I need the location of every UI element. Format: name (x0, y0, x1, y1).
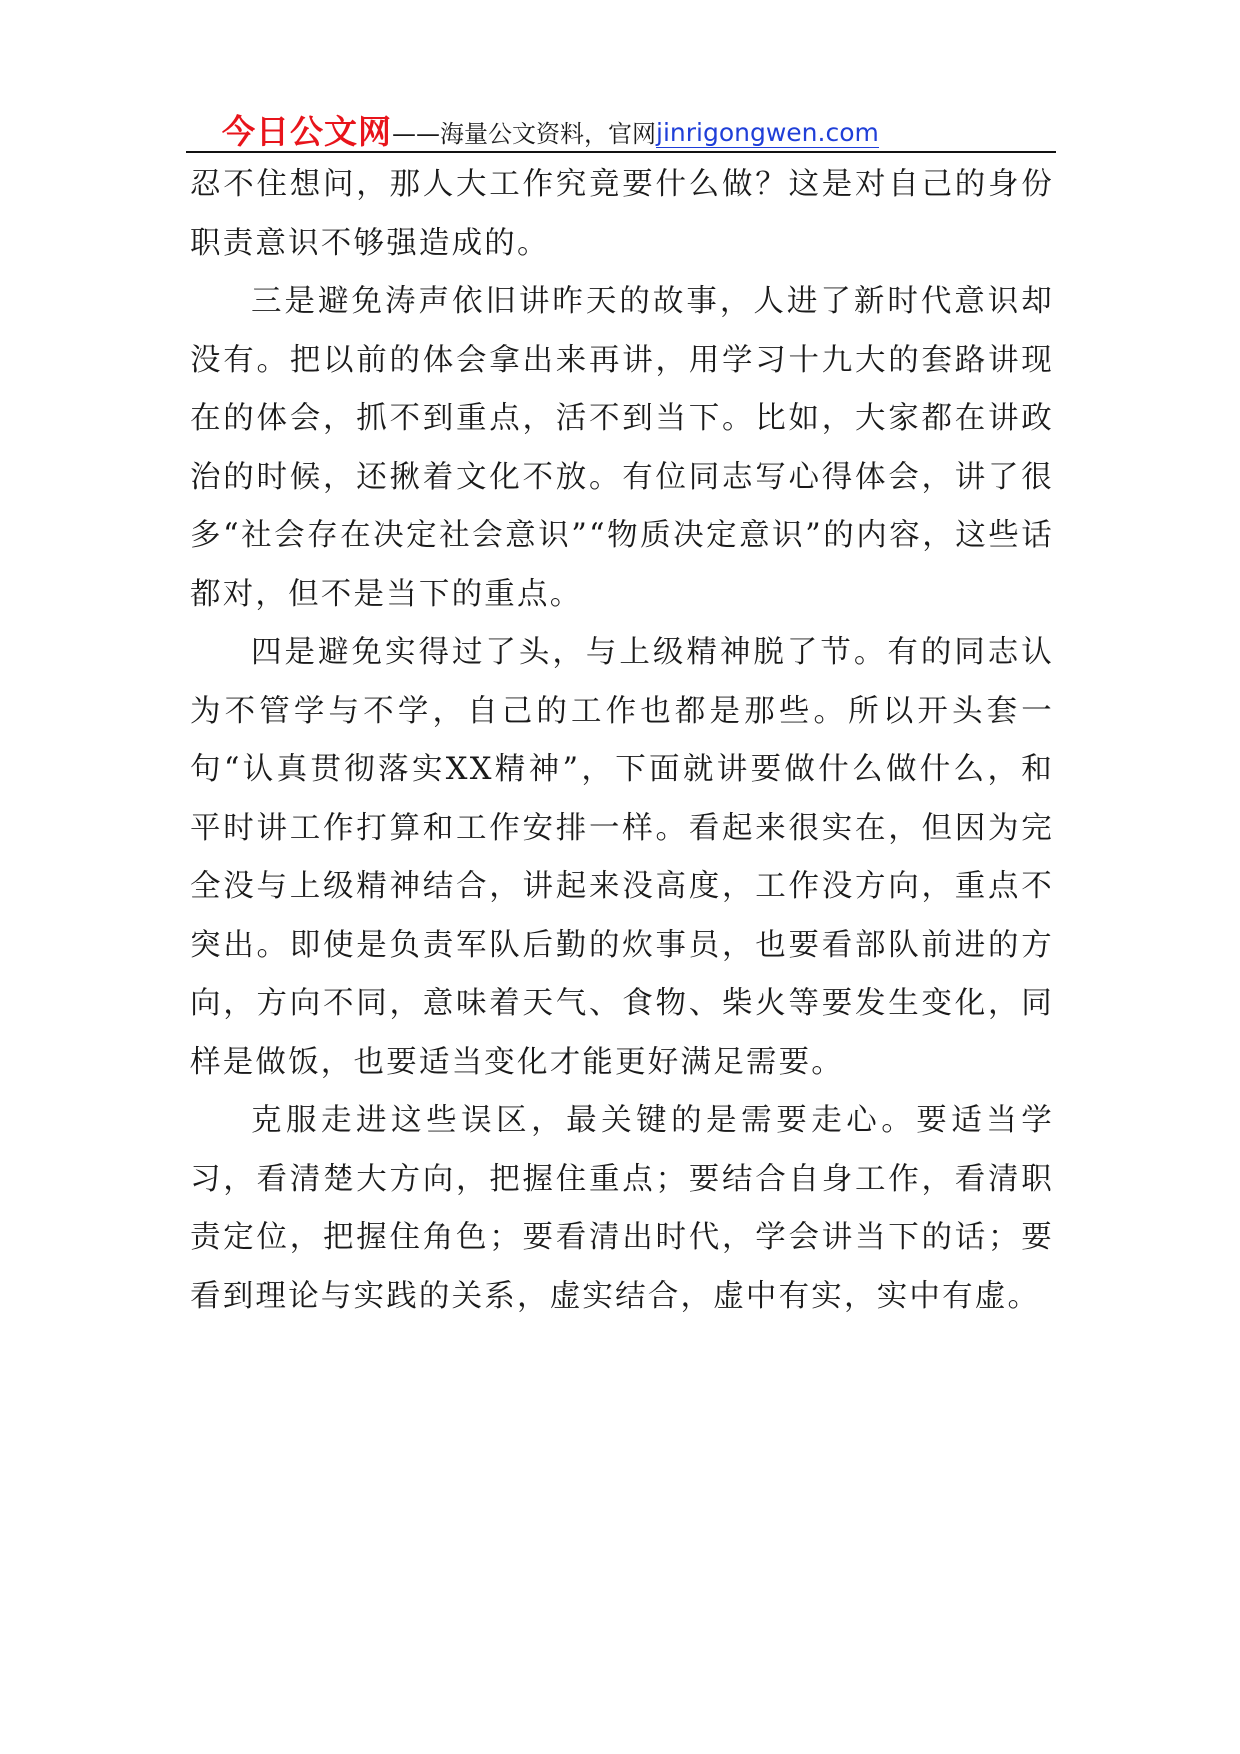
header-divider (186, 151, 1056, 153)
paragraph-2: 三是避免涛声依旧讲昨天的故事，人进了新时代意识却没有。把以前的体会拿出来再讲，用学习十九大的套路讲现在的体会，抓不到重点，活不到当下。比如，大家都在讲政治的时候，还揪着文化不放。有位同志写心得体会，讲了很多“社会存在决定社会意识”“物质决定意识”的内容，这些话都对，但不是当下的重点。 (190, 284, 1054, 612)
page-header (222, 104, 879, 151)
document-body (190, 156, 1054, 1326)
paragraph-4: 克服走进这些误区，最关键的是需要走心。要适当学习，看清楚大方向，把握住重点；要结合自身工作，看清职责定位，把握住角色；要看清出时代，学会讲当下的话；要看到理论与实践的关系，虚实结合，虚中有实，实中有虚。 (190, 1103, 1054, 1314)
site-tagline: ——海量公文资料，官网 (392, 120, 656, 148)
paragraph-1: 忍不住想问，那人大工作究竟要什么做？这是对自己的身份职责意识不够强造成的。 (190, 167, 1054, 261)
paragraph-3: 四是避免实得过了头，与上级精神脱了节。有的同志认为不管学与不学，自己的工作也都是那些。所以开头套一句“认真贯彻落实XX精神”，下面就讲要做什么做什么，和平时讲工作打算和工作安排一样。看起来很实在，但因为完全没与上级精神结合，讲起来没高度，工作没方向，重点不突出。即使是负责军队后勤的炊事员，也要看部队前进的方向，方向不同，意味着天气、食物、柴火等要发生变化，同样是做饭，也要适当变化才能更好满足需要。 (190, 635, 1054, 1080)
site-url-link[interactable]: jinrigongwen.com (656, 118, 879, 147)
site-brand: 今日公文网 (222, 112, 392, 151)
